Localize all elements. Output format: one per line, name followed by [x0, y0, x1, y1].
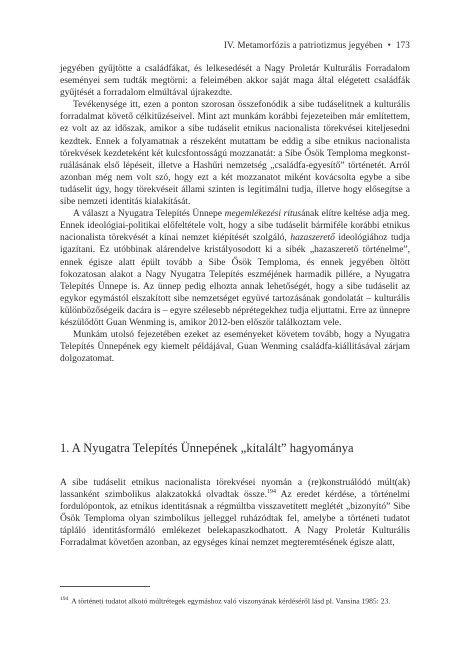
section-paragraph-1-part-a: A sibe tudáselit etnikus nacionalista törekvései nyomán a (re)konstruálódó múlt(ak) lassanként szimbolikus alakzatokká olvadtak össze. — [60, 478, 410, 501]
paragraph-3-emphasis-1: megemlékezési rítus — [224, 209, 302, 220]
footnote — [60, 594, 410, 607]
paragraph-1: jegyében gyűjtötte a családfákat, és lelkesedését a Nagy Proletár Kulturális Forradalom eseményei sem tudták megtörni: a feleimében akkor saját maga által elégetett családfák gyűjtését a forradalom elmúltával újrakezdte. — [60, 64, 410, 99]
section-paragraph-1-part-b: Az eredet kérdése, a történelmi fordulópontok, az etnikus identitásnak a régmúltba visszavetített meglétét „bizonyító” Sibe Ősök Temploma olyan szimbolikus jelleggel ruházódtak fel, amelybe a történeti tudatot tápláló identitásformáló emlékezet belekapaszkodhatott. A Nagy Proletár Kulturális Forradalmat követően azonban, az egységes kínai nemzet megteremtésének égisze alatt, — [60, 490, 410, 549]
main-text — [60, 63, 410, 365]
paragraph-3-emphasis-2: hazaszerető — [290, 233, 335, 244]
paragraph-3-part-a: A választ a Nyugatra Telepítés Ünnepe — [73, 209, 225, 220]
section-text — [60, 477, 410, 550]
paragraph-4: Munkám utolsó fejezetében ezeket az eseményeket követem tovább, hogy a Nyugatra Telepítés Ünnepének egy kiemelt példájával, Guan Wenming családfa-kiállításával zárjam dolgozatomat. — [60, 330, 410, 365]
page-number: 173 — [395, 40, 410, 50]
paragraph-3-part-c: ideológiához tudja igazítani. Ez utóbbinak alárendelve kristályosodott ki a sibék „hazaszerető történelme”, ennek égisze alatt épült tovább a Sibe Ősök Temploma, és ennek jegyében öltött fokozatosan alakot a Nagy Nyugatra Telepítés eszméjének harmadik pillére, a Nyugatra Telepítés Ünnepe is. Az ünnep pedig elhozta annak lehetőségét, hogy a sibe tudáselit az egykor egymástól elszakított sibe nemzetséget együvé tartozásának gondolatát – kulturális különbözőségeik dacára is – egyre szélesebb néprétegekhez tudja eljuttatni. Erre az ünnepre készülődött Guan Wenming is, amikor 2012-ben először találkoztam vele. — [60, 233, 410, 328]
footnote-reference[interactable]: 194 — [267, 488, 276, 495]
footnote-text: A történeti tudatot alkotó múltrétegek egymáshoz való viszonyának kérdéséről lásd pl. Vansina 1985: 23. — [71, 596, 391, 606]
paragraph-3 — [60, 208, 410, 329]
running-title: IV. Metamorfózis a patriotizmus jegyében — [223, 40, 383, 50]
section-heading: 1. A Nyugatra Telepítés Ünnepének „kitalált” hagyománya — [60, 441, 354, 455]
footnote-divider — [60, 586, 150, 587]
paragraph-2: Tevékenysége itt, ezen a ponton szorosan összefonódik a sibe tudáselitnek a kulturális forradalmat követő célkitűzéseivel. Mint azt munkám korábbi fejezeteiben már említettem, ez volt az az időszak, amikor a sibe tudáselit etnikus nacionalista törekvései kiteljesedni kezdtek. Ennek a folyamatnak a részeként mutattam be eddig a sibe etnikus nacionalista törekvések kezdeteként két kulcsfontosságú mozzanatát: a Sibe Ősök Temploma megkonstruálásának első lépéseit, illetve a Hashűri nemzetség „családfa-egyesítő” történetét. Arról azonban még nem volt szó, hogy ezt a két mozzanatot miként kovácsolta egybe a sibe tudáselit úgy, hogy törekvéseit állami szinten is legitimálni tudja, illetve hogy elősegítse a sibe nemzeti identitás kialakítását. — [60, 100, 410, 208]
footnote-number: 194 — [60, 596, 69, 602]
paragraph-3-part-b: ának elítre keltése adja meg. Ennek ideológiai-politikai előfeltétele volt, hogy a sibe tudáselit bármiféle korábbi etnikus nacionalista törekvését a kínai nemzet kiépítését szolgáló, — [60, 209, 410, 244]
section-paragraph-1 — [60, 477, 410, 550]
header-separator: • — [387, 40, 391, 50]
running-header — [60, 40, 410, 54]
